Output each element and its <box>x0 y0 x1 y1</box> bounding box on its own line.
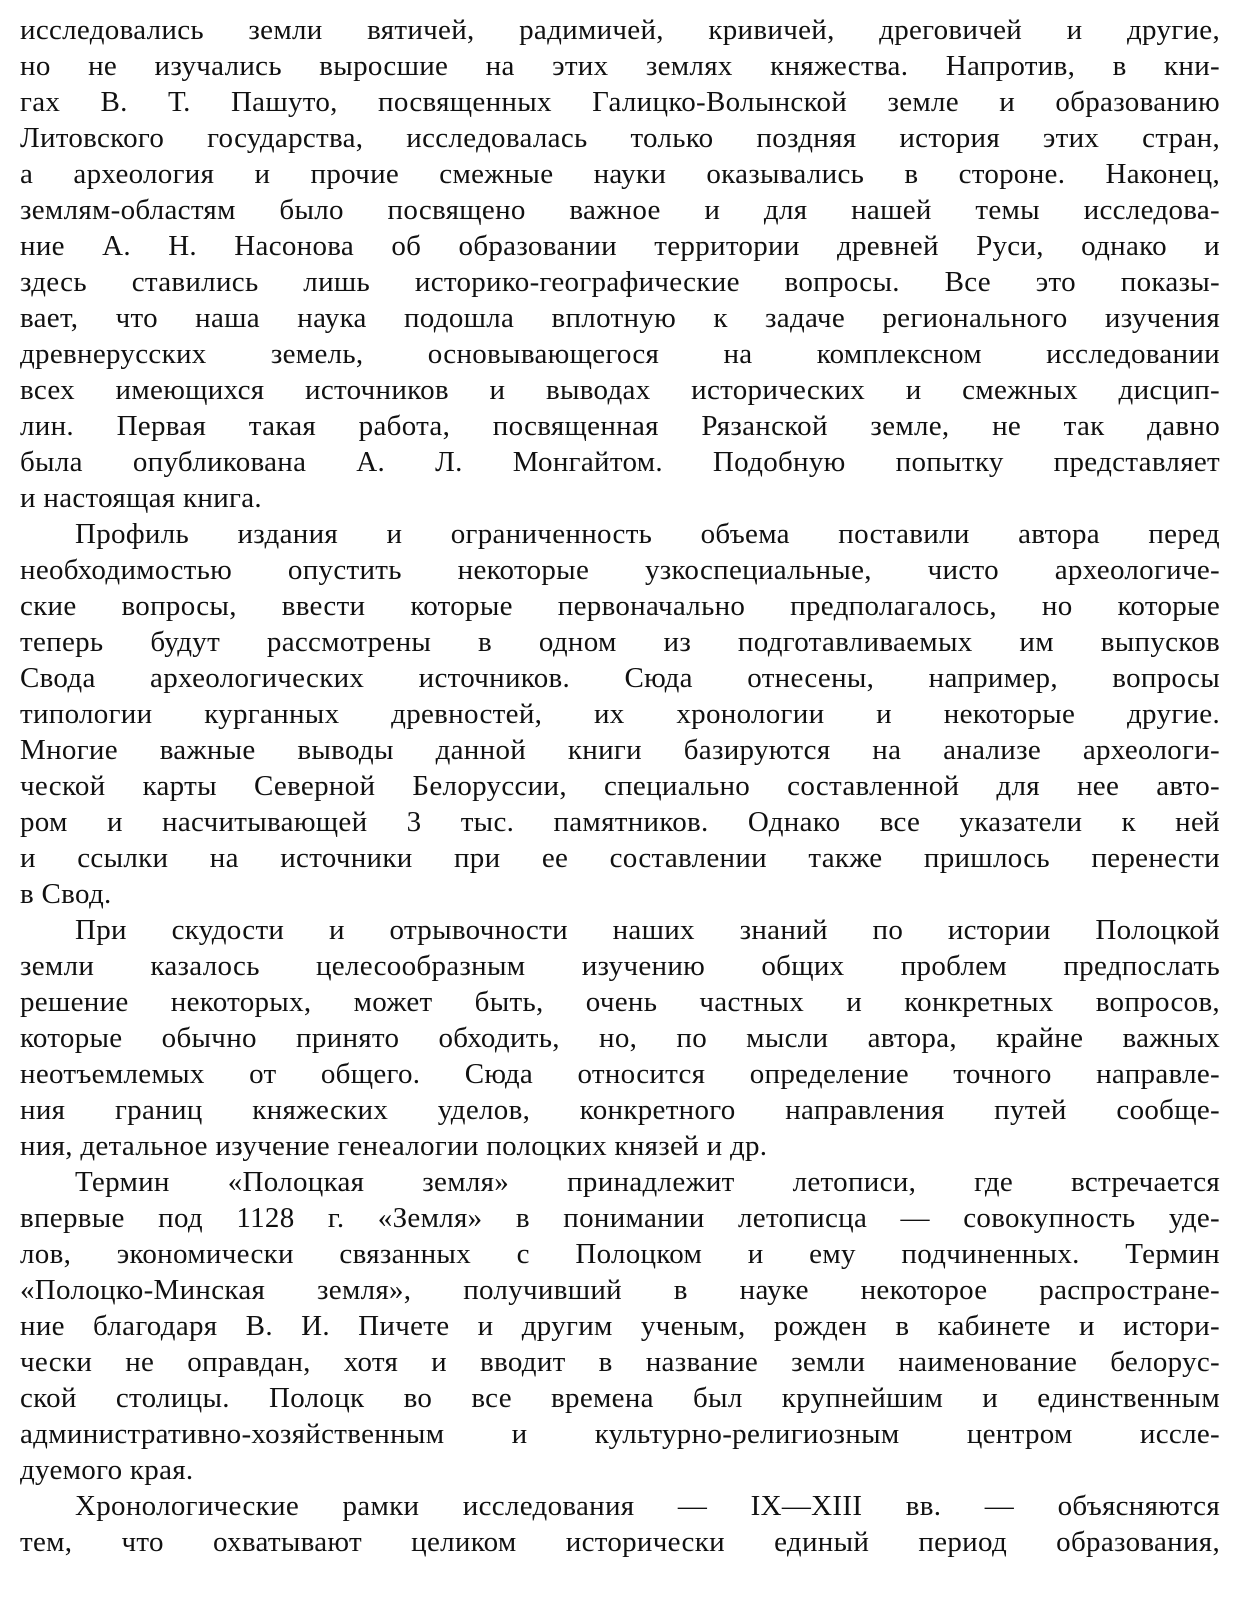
text-line: лов, экономически связанных с Полоцком и ему подчиненных. Термин <box>20 1238 1220 1270</box>
text-line: теперь будут рассмотрены в одном из подготавливаемых им выпусков <box>20 626 1220 658</box>
text-line: типологии курганных древностей, их хронологии и некоторые другие. <box>20 698 1220 730</box>
text-line: дуемого края. <box>20 1454 194 1486</box>
text-line: землям-областям было посвящено важное и для нашей темы исследова- <box>20 194 1220 226</box>
text-line: чески не оправдан, хотя и вводит в название земли наименование белорус- <box>20 1346 1220 1378</box>
text-line: ния, детальное изучение генеалогии полоцких князей и др. <box>20 1130 768 1162</box>
text-line: Свода археологических источников. Сюда отнесены, например, вопросы <box>20 662 1220 694</box>
text-line: и ссылки на источники при ее составлении также пришлось перенести <box>20 842 1220 874</box>
text-line: тем, что охватывают целиком исторически единый период образования, <box>20 1526 1220 1558</box>
text-line: ческой карты Северной Белоруссии, специально составленной для нее авто- <box>20 770 1220 802</box>
text-line: необходимостью опустить некоторые узкоспециальные, чисто археологиче- <box>20 554 1220 586</box>
paragraph-first-line: Хронологические рамки исследования — IX—XIII вв. — объясняются <box>75 1490 1220 1522</box>
paragraph-first-line: Термин «Полоцкая земля» принадлежит летописи, где встречается <box>75 1166 1220 1198</box>
text-line: ские вопросы, ввести которые первоначально предполагалось, но которые <box>20 590 1220 622</box>
text-line: которые обычно принято обходить, но, по мысли автора, крайне важных <box>20 1022 1220 1054</box>
text-line: «Полоцко-Минская земля», получивший в науке некоторое распростране- <box>20 1274 1220 1306</box>
text-line: административно-хозяйственным и культурно-религиозным центром иссле- <box>20 1418 1220 1450</box>
text-line: в Свод. <box>20 878 112 910</box>
paragraph-first-line: Профиль издания и ограниченность объема поставили автора перед <box>75 518 1220 550</box>
text-line: решение некоторых, может быть, очень частных и конкретных вопросов, <box>20 986 1220 1018</box>
text-line: гах В. Т. Пашуто, посвященных Галицко-Волынской земле и образованию <box>20 86 1220 118</box>
text-line: ния границ княжеских уделов, конкретного направления путей сообще- <box>20 1094 1220 1126</box>
text-line: вает, что наша наука подошла вплотную к задаче регионального изучения <box>20 302 1220 334</box>
text-line: древнерусских земель, основывающегося на комплексном исследовании <box>20 338 1220 370</box>
text-line: но не изучались выросшие на этих землях княжества. Напротив, в кни- <box>20 50 1220 82</box>
text-line: всех имеющихся источников и выводах исторических и смежных дисцип- <box>20 374 1220 406</box>
text-line: здесь ставились лишь историко-географические вопросы. Все это показы- <box>20 266 1220 298</box>
text-line: неотъемлемых от общего. Сюда относится определение точного направле- <box>20 1058 1220 1090</box>
text-line: впервые под 1128 г. «Земля» в понимании летописца — совокупность уде- <box>20 1202 1220 1234</box>
text-line: и настоящая книга. <box>20 482 262 514</box>
text-line: а археология и прочие смежные науки оказывались в стороне. Наконец, <box>20 158 1220 190</box>
text-line: ской столицы. Полоцк во все времена был крупнейшим и единственным <box>20 1382 1220 1414</box>
text-line: была опубликована А. Л. Монгайтом. Подобную попытку представляет <box>20 446 1220 478</box>
text-line: Литовского государства, исследовалась только поздняя история этих стран, <box>20 122 1220 154</box>
text-line: ние благодаря В. И. Пичете и другим ученым, рожден в кабинете и истори- <box>20 1310 1220 1342</box>
text-line: земли казалось целесообразным изучению общих проблем предпослать <box>20 950 1220 982</box>
text-line: исследовались земли вятичей, радимичей, кривичей, дреговичей и другие, <box>20 14 1220 46</box>
text-line: ние А. Н. Насонова об образовании территории древней Руси, однако и <box>20 230 1220 262</box>
text-line: Многие важные выводы данной книги базируются на анализе археологи- <box>20 734 1220 766</box>
paragraph-first-line: При скудости и отрывочности наших знаний по истории Полоцкой <box>75 914 1220 946</box>
text-line: лин. Первая такая работа, посвященная Рязанской земле, не так давно <box>20 410 1220 442</box>
text-line: ром и насчитывающей 3 тыс. памятников. Однако все указатели к ней <box>20 806 1220 838</box>
